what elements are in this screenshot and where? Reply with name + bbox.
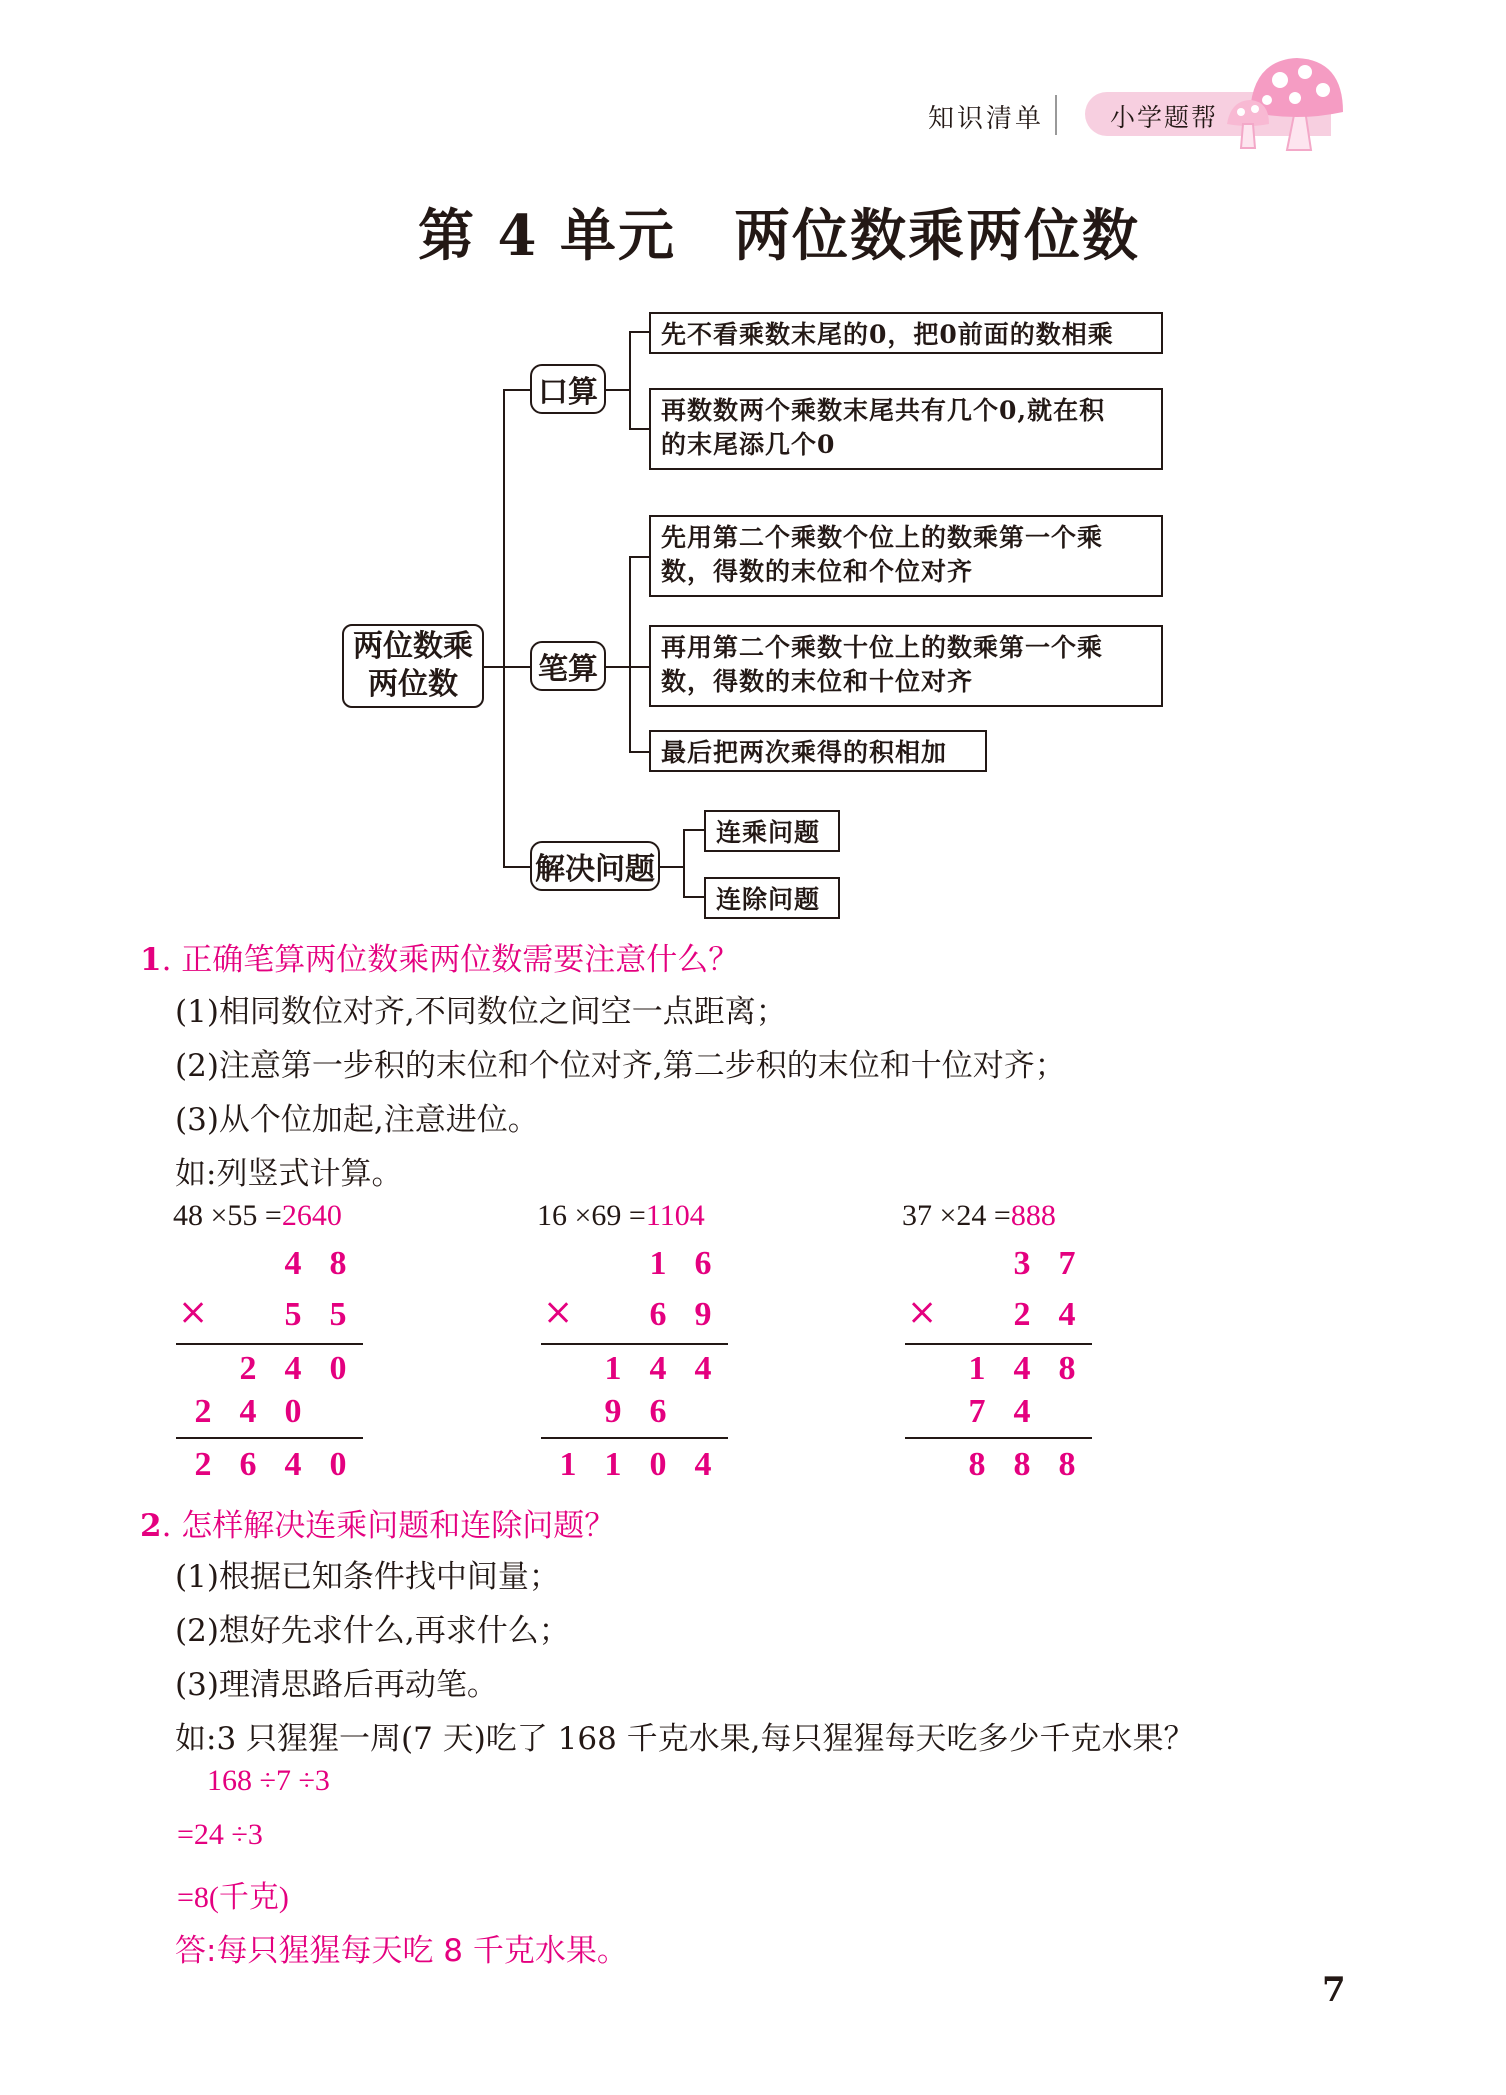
written-item-3: 最后把两次乘得的积相加 [649,730,987,772]
vertical-digit: 8 [968,1446,986,1483]
vertical-digit: 2 [1013,1296,1031,1333]
vertical-digit: 2 [194,1446,212,1483]
q2-solution-step-3: =8(千克) [177,1881,289,1914]
vertical-digit: 4 [1013,1393,1031,1430]
vertical-digit: 2 [194,1393,212,1430]
vertical-digit: 4 [284,1446,302,1483]
mindmap-root-line-2: 两位数 [368,667,458,702]
q1-point-3: (3)从个位加起,注意进位。 [175,1102,539,1138]
vertical-digit: 4 [284,1350,302,1387]
vertical-digit: 1 [559,1446,577,1483]
vertical-digit: 6 [694,1245,712,1282]
vertical-digit: 5 [284,1296,302,1333]
q2-solution-step-1: 168 ÷7 ÷3 [207,1764,330,1797]
branch-solve: 解决问题 [530,841,660,891]
q2-point-2: (2)想好先求什么,再求什么； [175,1613,570,1649]
page-number: 7 [1322,1970,1346,2010]
vertical-digit: 1 [649,1245,667,1282]
vertical-digit: 8 [1058,1446,1076,1483]
vertical-digit: 9 [694,1296,712,1333]
written-item-1: 先用第二个乘数个位上的数乘第一个乘 数，得数的末位和个位对齐 [649,515,1163,597]
vertical-digit: 4 [694,1350,712,1387]
vertical-digit: 7 [1058,1245,1076,1282]
mindmap-root-line-1: 两位数乘 [353,629,473,664]
vertical-digit: 6 [649,1393,667,1430]
vertical-rule [541,1343,728,1345]
branch-oral: 口算 [530,364,606,414]
q1-example-label: 如:列竖式计算。 [175,1156,403,1192]
vertical-digit: 4 [284,1245,302,1282]
q2-example: 如:3 只猩猩一周(7 天)吃了 168 千克水果,每只猩猩每天吃多少千克水果？ [175,1721,1195,1757]
vertical-digit: 1 [604,1350,622,1387]
vertical-digit: 8 [1058,1350,1076,1387]
example-3-expression: 37 ×24 =888 [902,1199,1056,1232]
header-brand: 小学题帮 [1110,103,1219,132]
times-sign: × [178,1292,209,1333]
vertical-digit: 5 [329,1296,347,1333]
vertical-digit: 7 [968,1393,986,1430]
vertical-digit: 1 [604,1446,622,1483]
written-item-2: 再用第二个乘数十位上的数乘第一个乘 数，得数的末位和十位对齐 [649,625,1163,707]
vertical-rule [541,1437,728,1439]
q2-point-3: (3)理清思路后再动笔。 [175,1667,498,1703]
header-divider [1055,95,1057,135]
vertical-digit: 4 [649,1350,667,1387]
vertical-digit: 0 [329,1350,347,1387]
vertical-rule [905,1437,1092,1439]
q2-answer: 答:每只猩猩每天吃 8 千克水果。 [175,1933,628,1969]
vertical-digit: 1 [968,1350,986,1387]
question-2: 2. 怎样解决连乘问题和连除问题？ [140,1508,616,1544]
solve-item-1: 连乘问题 [704,810,840,852]
vertical-digit: 6 [239,1446,257,1483]
q1-point-2: (2)注意第一步积的末位和个位对齐,第二步积的末位和十位对齐； [175,1048,1066,1084]
example-1-expression: 48 ×55 =2640 [173,1199,342,1232]
vertical-digit: 4 [1058,1296,1076,1333]
oral-item-1: 先不看乘数末尾的0，把0前面的数相乘 [649,312,1163,354]
vertical-digit: 9 [604,1393,622,1430]
branch-written: 笔算 [530,641,606,691]
example-2-expression: 16 ×69 =1104 [537,1199,705,1232]
oral-item-2: 再数数两个乘数末尾共有几个0,就在积 的末尾添几个0 [649,388,1163,470]
vertical-digit: 3 [1013,1245,1031,1282]
vertical-digit: 4 [239,1393,257,1430]
times-sign: × [907,1292,938,1333]
vertical-digit: 0 [284,1393,302,1430]
vertical-digit: 4 [694,1446,712,1483]
header-label: 知识清单 [928,104,1045,134]
times-sign: × [543,1292,574,1333]
mushroom-icon [1225,52,1365,152]
vertical-digit: 0 [649,1446,667,1483]
vertical-digit: 4 [1013,1350,1031,1387]
vertical-digit: 8 [329,1245,347,1282]
q1-point-1: (1)相同数位对齐,不同数位之间空一点距离； [175,994,787,1030]
vertical-digit: 0 [329,1446,347,1483]
question-1: 1. 正确笔算两位数乘两位数需要注意什么？ [140,942,740,978]
vertical-digit: 8 [1013,1446,1031,1483]
vertical-rule [176,1343,363,1345]
mindmap-root [342,624,484,708]
vertical-digit: 6 [649,1296,667,1333]
vertical-digit: 2 [239,1350,257,1387]
q2-point-1: (1)根据已知条件找中间量； [175,1559,560,1595]
q2-solution-step-2: =24 ÷3 [177,1818,263,1851]
unit-title: 第 4 单元 两位数乘两位数 [418,203,1140,269]
solve-item-2: 连除问题 [704,877,840,919]
vertical-rule [176,1437,363,1439]
vertical-rule [905,1343,1092,1345]
